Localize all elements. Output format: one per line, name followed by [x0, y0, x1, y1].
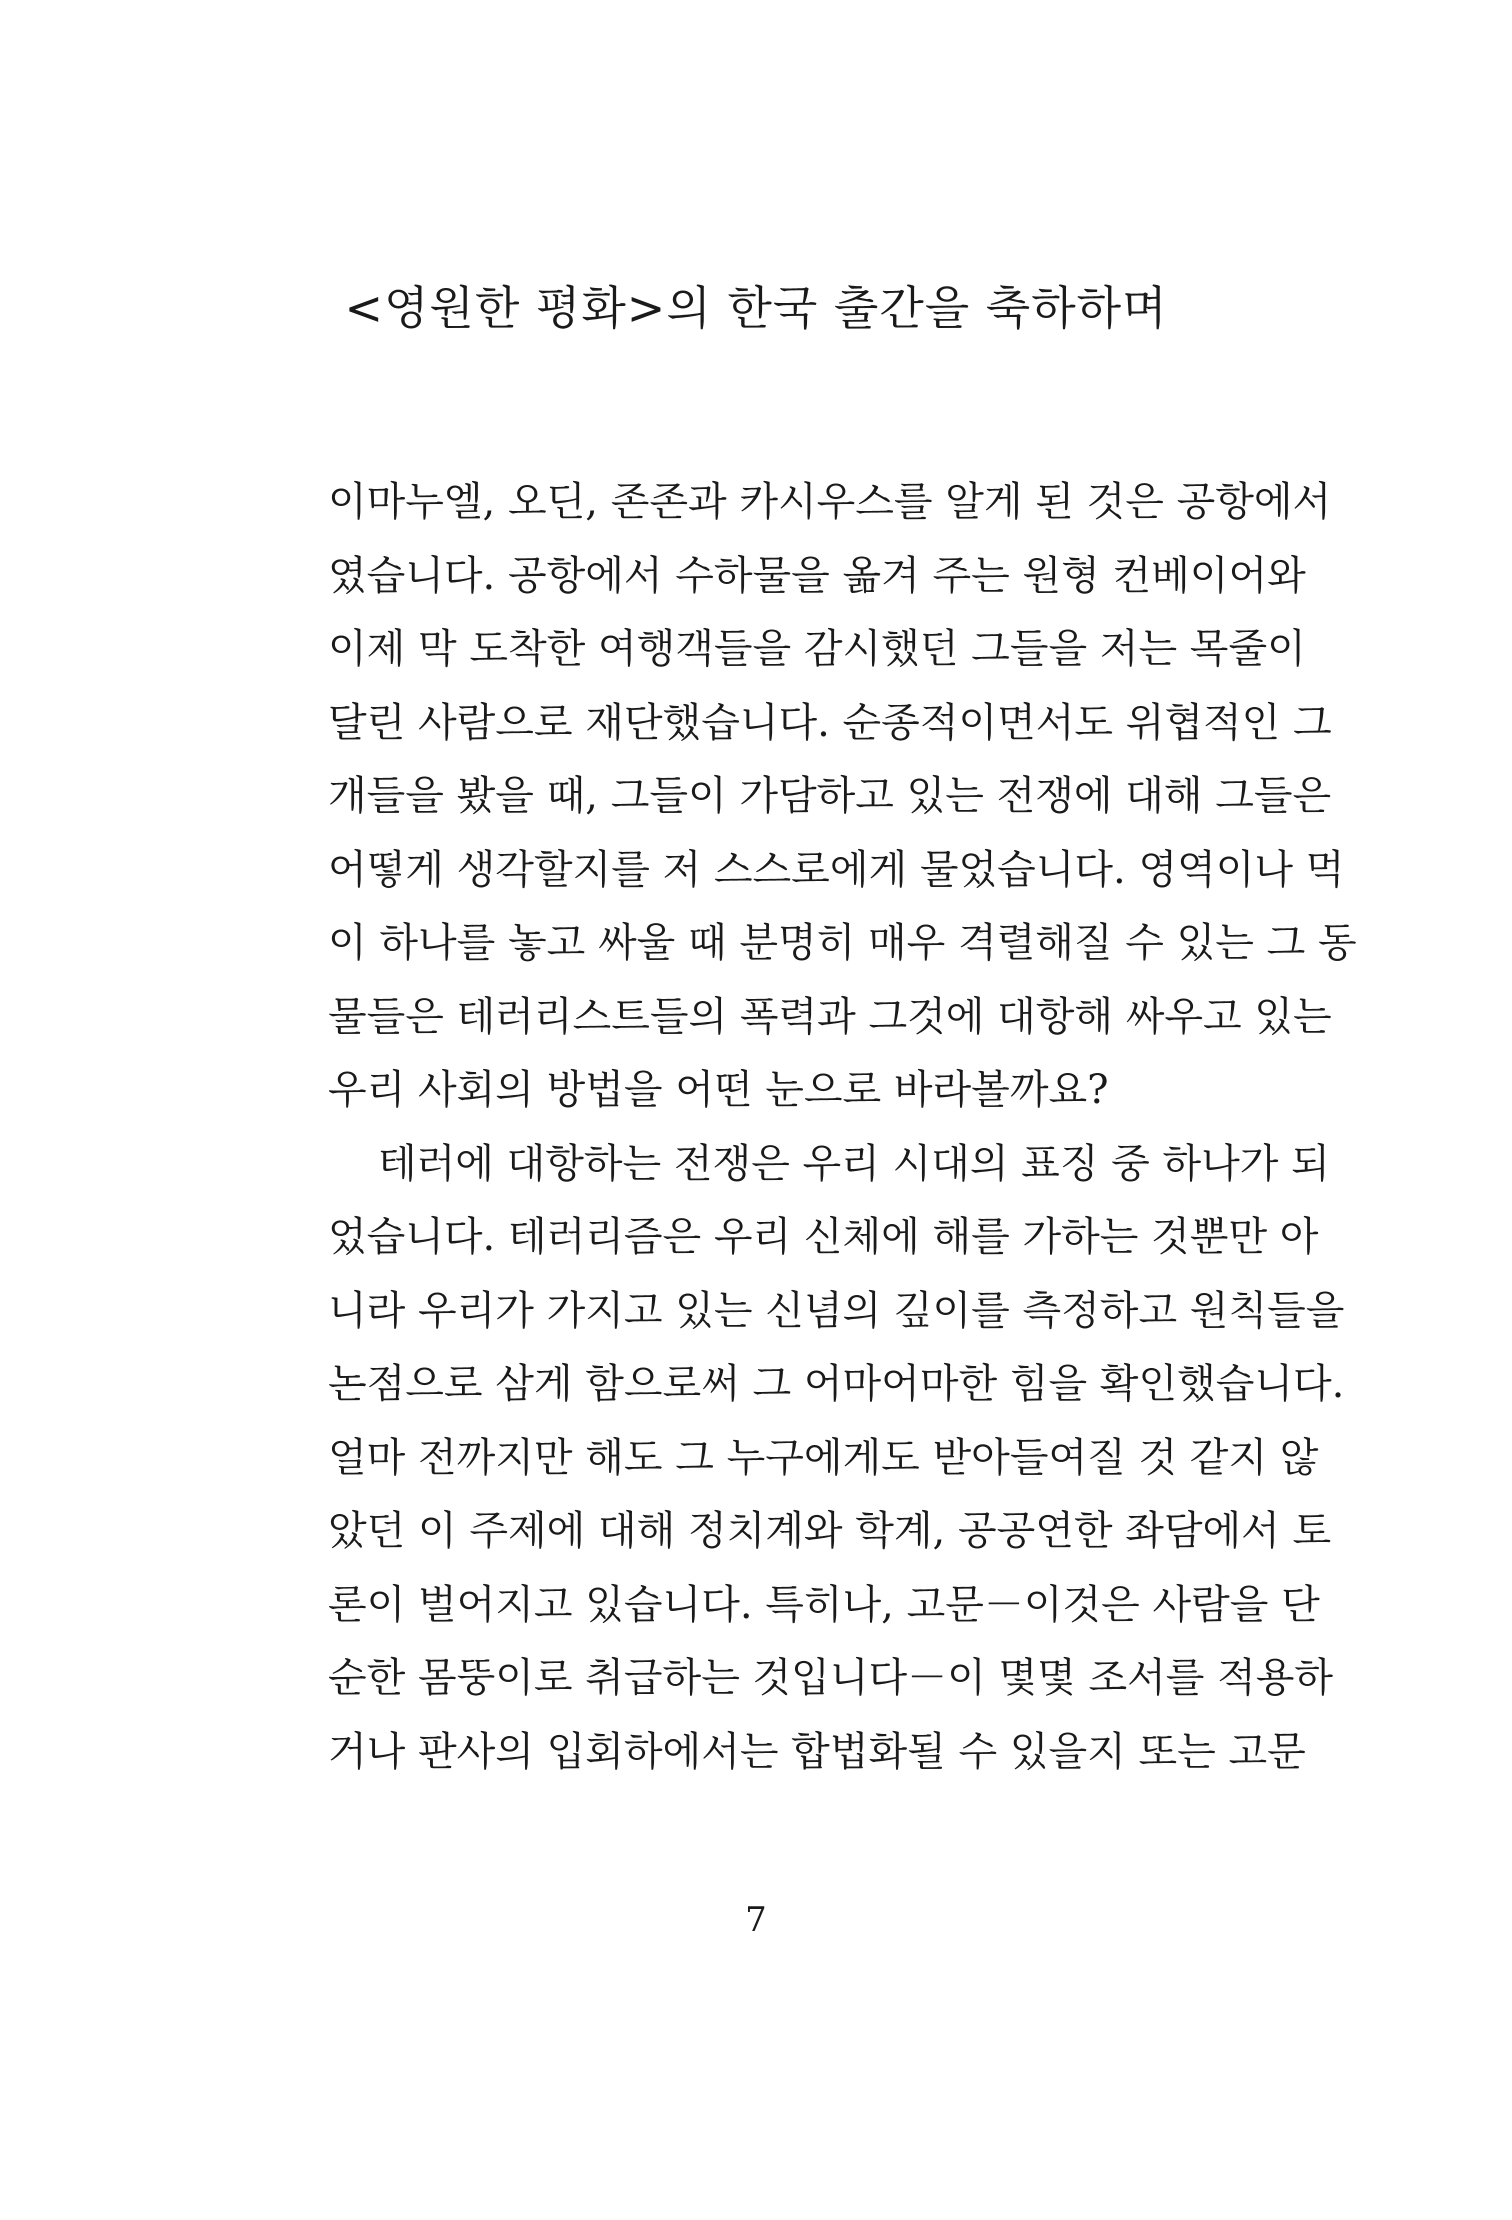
text-line: 얼마 전까지만 해도 그 누구에게도 받아들여질 것 같지 않 [328, 1434, 1319, 1481]
text-line: 달린 사람으로 재단했습니다. 순종적이면서도 위협적인 그 [328, 699, 1332, 746]
text-line: 어떻게 생각할지를 저 스스로에게 물었습니다. 영역이나 먹 [328, 846, 1345, 893]
paragraph-1 [328, 466, 1357, 1128]
text-line: 였습니다. 공항에서 수하물을 옮겨 주는 원형 컨베이어와 [328, 552, 1306, 599]
page-number: 7 [745, 1900, 767, 1940]
text-line: 개들을 봤을 때, 그들이 가담하고 있는 전쟁에 대해 그들은 [328, 773, 1332, 819]
text-line: 거나 판사의 입회하에서는 합법화될 수 있을지 또는 고문 [328, 1728, 1306, 1775]
text-line: 순한 몸뚱이로 취급하는 것입니다－이 몇몇 조서를 적용하 [328, 1655, 1334, 1701]
text-line: 었습니다. 테러리즘은 우리 신체에 해를 가하는 것뿐만 아 [328, 1214, 1319, 1260]
text-line: 테러에 대항하는 전쟁은 우리 시대의 표징 중 하나가 되 [378, 1140, 1330, 1187]
text-line: 론이 벌어지고 있습니다. 특히나, 고문－이것은 사람을 단 [328, 1581, 1320, 1628]
text-line: 이 하나를 놓고 싸울 때 분명히 매우 격렬해질 수 있는 그 동 [328, 920, 1357, 966]
text-line: 우리 사회의 방법을 어떤 눈으로 바라볼까요? [328, 1067, 1109, 1113]
text-line: 이제 막 도착한 여행객들을 감시했던 그들을 저는 목줄이 [328, 626, 1306, 672]
text-line: 니라 우리가 가지고 있는 신념의 깊이를 측정하고 원칙들을 [328, 1287, 1345, 1334]
paragraph-2 [328, 1128, 1345, 1790]
chapter-title: <영원한 평화>의 한국 출간을 축하하며 [344, 280, 1168, 335]
text-line: 았던 이 주제에 대해 정치계와 학계, 공공연한 좌담에서 토 [328, 1508, 1332, 1554]
text-line: 이마누엘, 오딘, 존존과 카시우스를 알게 된 것은 공항에서 [328, 479, 1332, 525]
body-text [328, 466, 1357, 1789]
text-line: 물들은 테러리스트들의 폭력과 그것에 대항해 싸우고 있는 [328, 993, 1332, 1040]
text-line: 논점으로 삼게 함으로써 그 어마어마한 힘을 확인했습니다. [328, 1361, 1345, 1407]
